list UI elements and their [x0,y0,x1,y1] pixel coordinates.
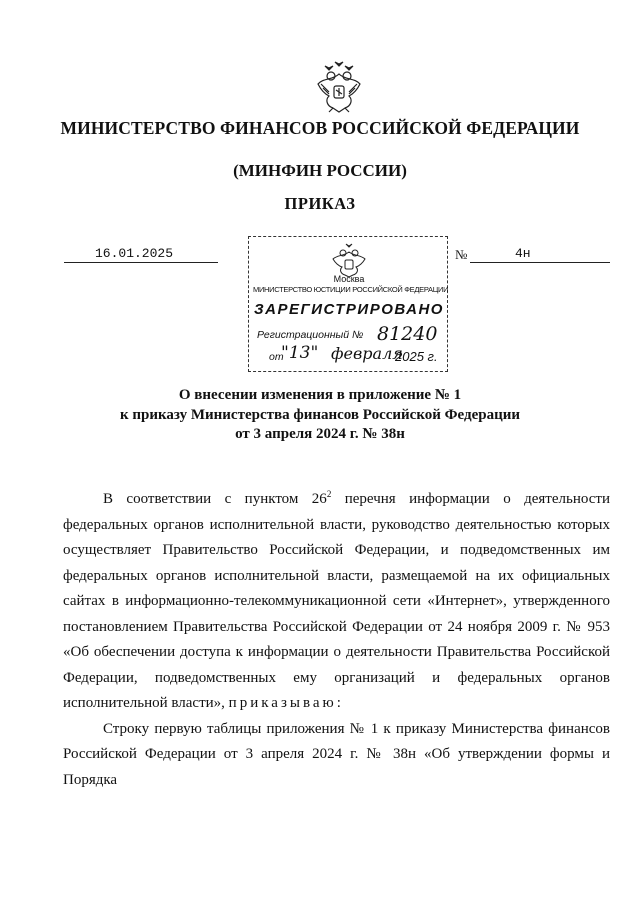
stamp-reg-number: 81240 [377,323,438,345]
subject-line-3: от 3 апреля 2024 г. № 38н [235,426,405,442]
stamp-registered-label: ЗАРЕГИСТРИРОВАНО [254,301,444,318]
date-underline [64,262,218,263]
stamp-date-year: 2025 г. [395,349,438,364]
coat-of-arms-emblem [315,60,363,114]
stamp-city: Москва [333,274,365,284]
order-body [63,482,610,793]
stamp-reg-number-label: Регистрационный № [257,329,364,341]
order-number: 4н [515,246,531,261]
order-subject [0,386,640,445]
stamp-date-day: "13" [281,343,319,363]
subject-line-1: О внесении изменения в приложение № 1 [178,387,462,403]
preamble-text: перечня информации о деятельности федеральных органов исполнительной власти, руководство деятельностью которых осуществляет Правительство Российской Федерации, и подведомственных им федеральных органов исполнительной власти, размещаемой на их официальных сайтах в информационно-телекоммуникационной сети «Интернет», утвержденного постановлением Правительства Российской Федерации от 24 ноября 2009 г. № 953 «Об обеспечении доступа к информации о деятельности Правительства Российской Федерации, подведомственных ему организаций и федеральных органов исполнительной власти», [63,491,610,711]
preamble-start: В соответствии с пунктом 26 [103,491,327,507]
ministry-short-name: (МИНФИН РОССИИ) [233,161,407,180]
stamp-emblem-icon [331,243,367,277]
subject-line-2: к приказу Министерства финансов Российской Федерации [119,406,521,423]
number-underline [470,262,610,263]
stamp-organization: МИНИСТЕРСТВО ЮСТИЦИИ РОССИЙСКОЙ ФЕДЕРАЦИИ [253,285,449,294]
preamble-command: приказываю: [228,695,344,711]
registration-stamp [248,236,448,372]
ministry-name: МИНИСТЕРСТВО ФИНАНСОВ РОССИЙСКОЙ ФЕДЕРАЦИИ [60,118,580,138]
number-sign: № [455,247,468,262]
stamp-date-month: февраля [331,344,403,363]
order-date: 16.01.2025 [95,246,174,261]
stamp-date-label: от [269,351,284,363]
paragraph-1: Строку первую таблицы приложения № 1 к приказу Министерства финансов Российской Федерации от 3 апреля 2024 г. № 38н «Об утверждении формы и Порядка [63,720,610,788]
document-type: ПРИКАЗ [284,194,356,213]
preamble-superscript: 2 [326,489,332,499]
paragraph-preamble [63,482,610,717]
